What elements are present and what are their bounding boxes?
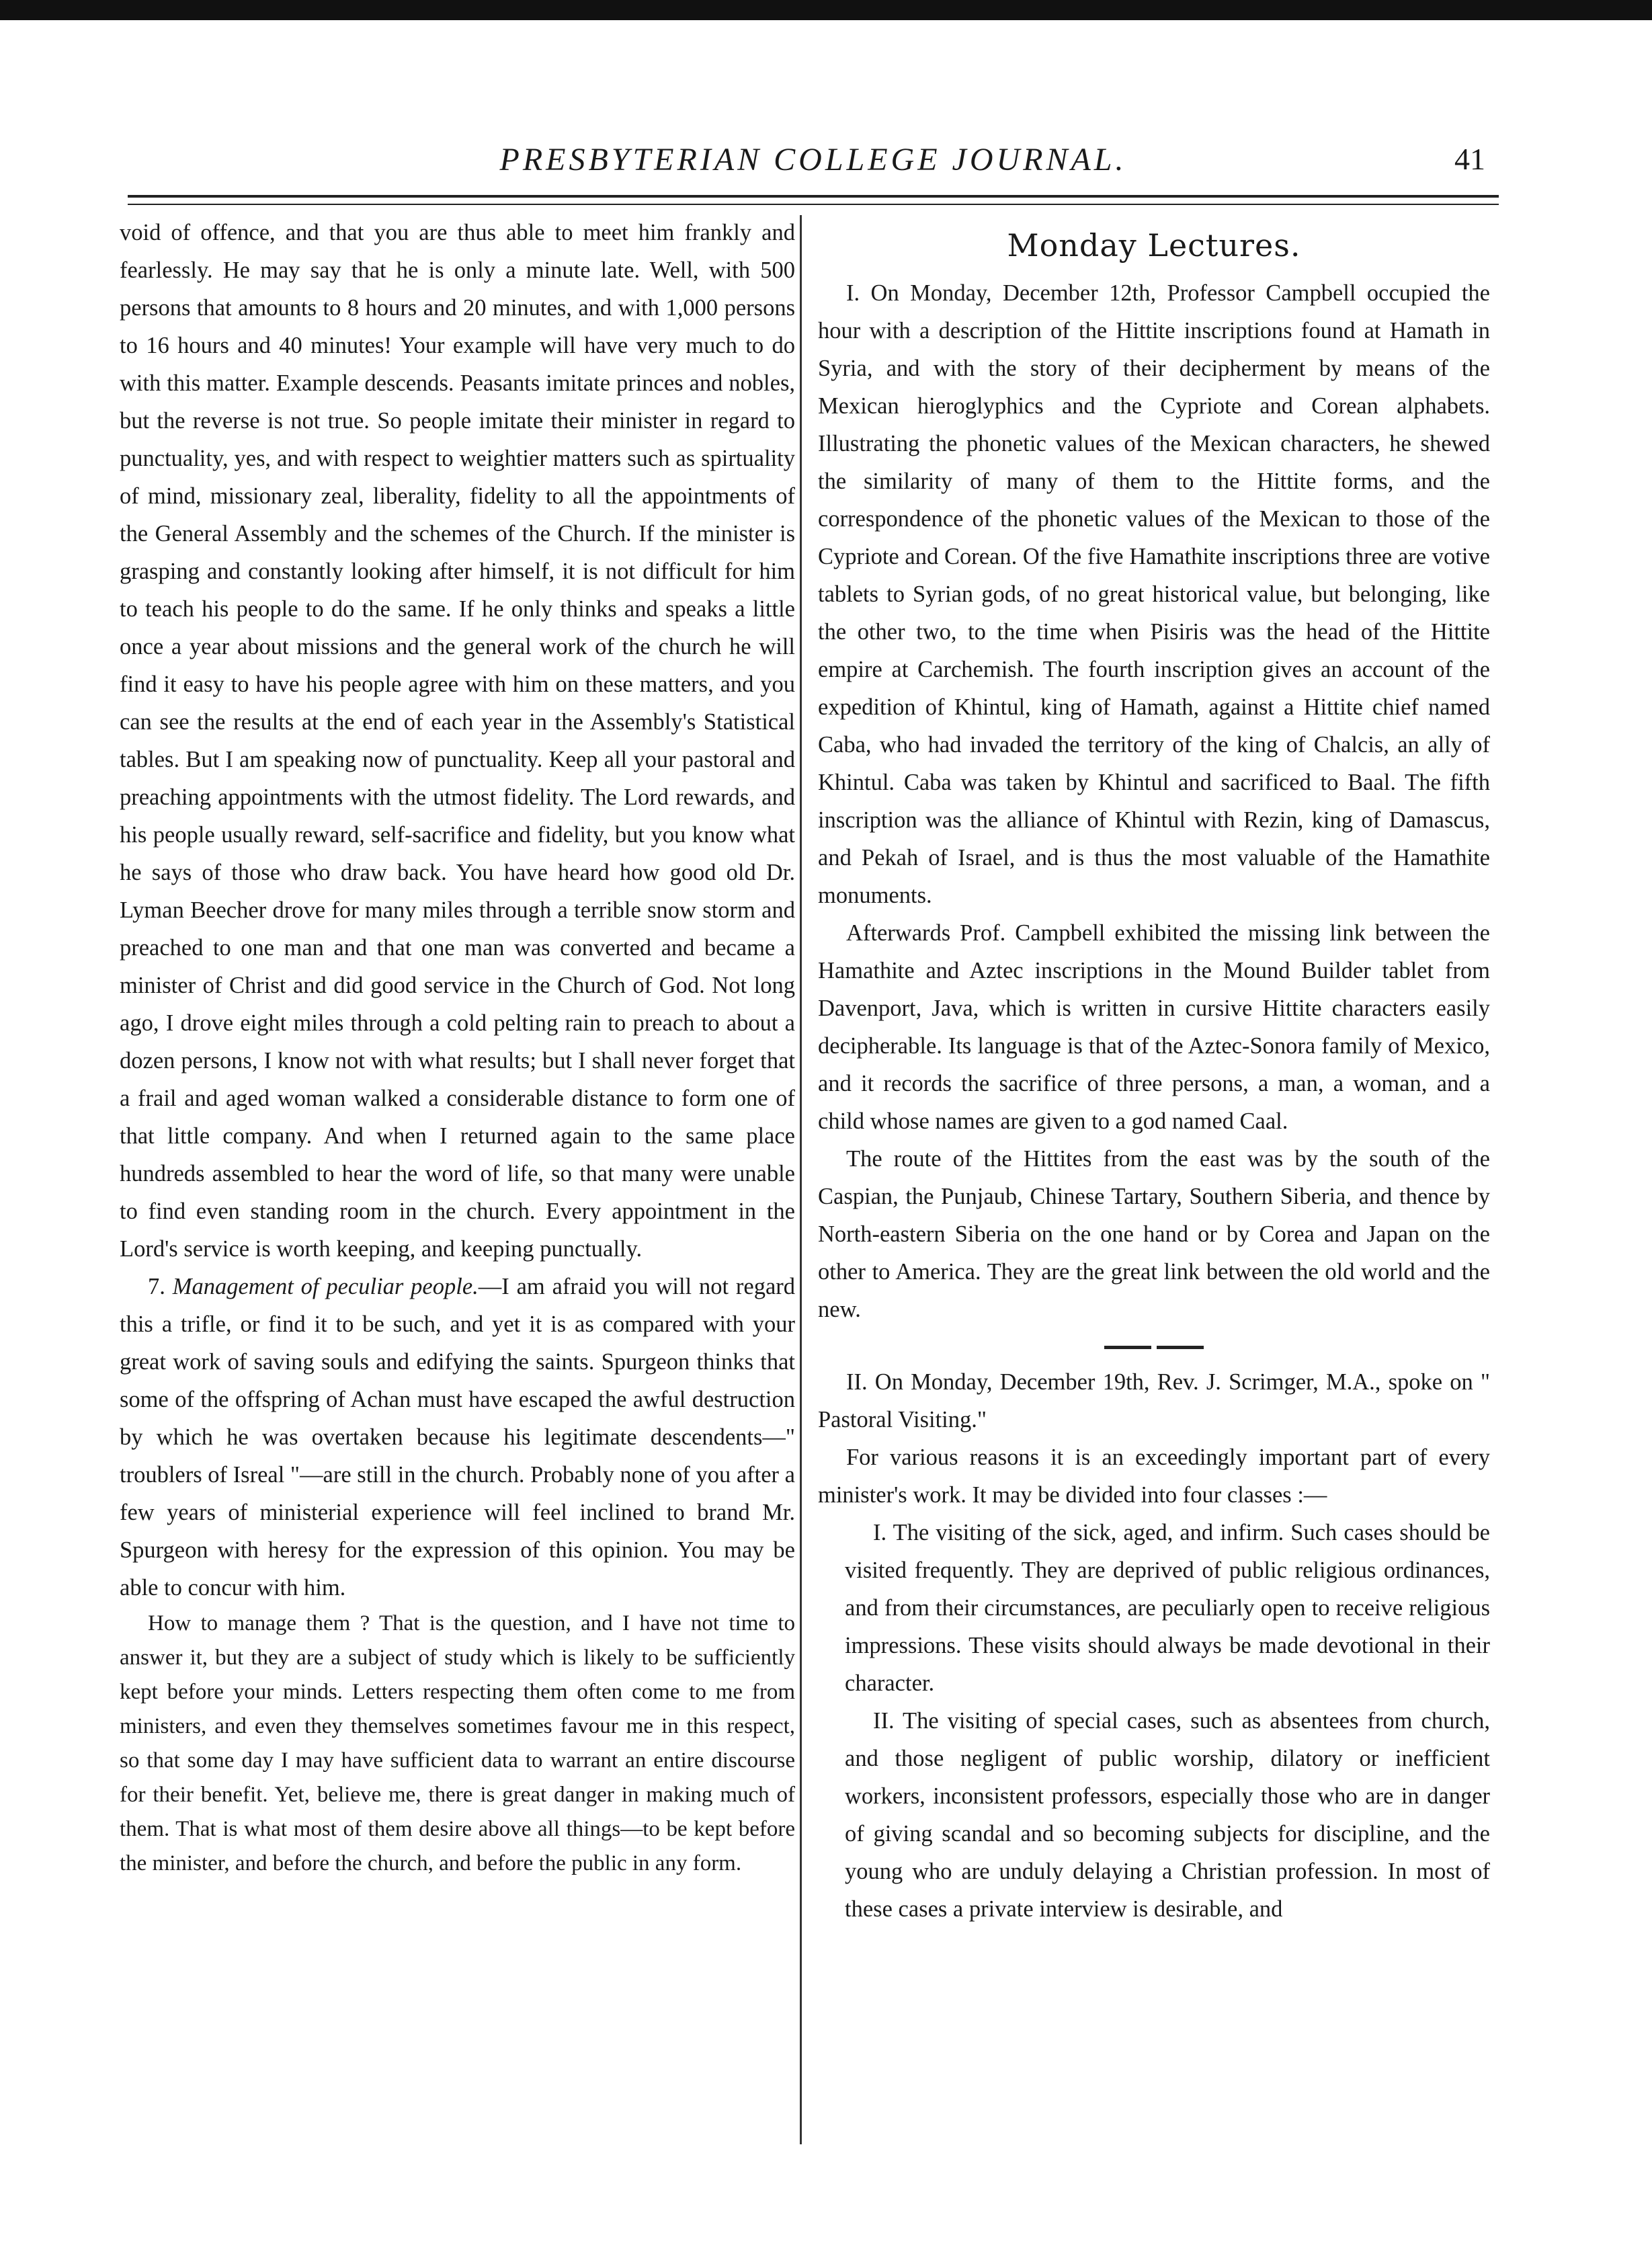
header-rule-thick — [128, 195, 1499, 198]
header-rule-thin — [128, 204, 1499, 205]
right-paragraph-7: II. The visiting of special cases, such as absentees from church, and those negligent of public worship, dilatory or inefficient workers, inconsistent professors, especially those who are in danger of giving scandal and so becoming subjects for discipline, and the young who are unduly delaying a Christian profession. In most of these cases a private interview is desirable, and — [845, 1708, 1490, 1922]
right-paragraph-3: The route of the Hittites from the east was by the south of the Caspian, the Punjaub, Chinese Tartary, Southern Siberia, and thence by North-eastern Siberia on the one hand or by Corea and Japan on the other to America. They are the great link between the old world and the new. — [818, 1146, 1490, 1322]
section-title: Monday Lectures. — [1007, 227, 1301, 264]
right-paragraph-4: II. On Monday, December 19th, Rev. J. Scrimger, M.A., spoke on " Pastoral Visiting." — [818, 1369, 1490, 1432]
running-title: PRESBYTERIAN COLLEGE JOURNAL. — [499, 142, 1127, 177]
section-separator — [818, 1335, 1490, 1355]
page-header — [128, 141, 1499, 188]
item-number: 7. — [148, 1274, 173, 1299]
top-scan-border — [0, 0, 1652, 20]
right-paragraph-1: I. On Monday, December 12th, Professor Campbell occupied the hour with a description of the Hittite inscriptions found at Hamath in Syria, and with the story of their decipherment by means of the Mexican hieroglyphics and the Cypriote and Corean alphabets. Illustrating the phonetic values of the Mexican characters, he shewed the similarity of many of them to the Hittite forms, and the correspondence of the phonetic values of the Mexican to those of the Cypriote and Corean. Of the five Hamathite inscriptions three are votive tablets to Syrian gods, of no great historical value, but belonging, like the other two, to the time when Pisiris was the head of the Hittite empire at Carchemish. The fourth inscription gives an account of the expedition of Khintul, king of Hamath, against a Hittite chief named Caba, who had invaded the territory of the king of Chalcis, an ally of Khintul. Caba was taken by Khintul and sacrificed to Baal. The fifth inscription was the alliance of Khintul with Rezin, king of Damascus, and Pekah of Israel, and is thus the most valuable of the Hamathite monuments. — [818, 280, 1490, 908]
left-column — [120, 214, 795, 1881]
left-paragraph-2 — [120, 1268, 795, 1607]
right-paragraph-2: Afterwards Prof. Campbell exhibited the missing link between the Hamathite and Aztec inscriptions in the Mound Builder tablet from Davenport, Java, which is written in cursive Hittite characters easily decipherable. Its language is that of the Aztec-Sonora family of Mexico, and it records the sacrifice of three persons, a man, a woman, and a child whose names are given to a god named Caal. — [818, 920, 1490, 1134]
page-number: 41 — [1454, 142, 1485, 176]
left-paragraph-3: How to manage them ? That is the question, and I have not time to answer it, but they are a subject of study which is likely to be sufficiently kept before your minds. Letters respecting them often come to me from ministers, and even they themselves sometimes favour me in this respect, so that some day I may have sufficient data to warrant an entire discourse for their benefit. Yet, believe me, there is great danger in making much of them. That is what most of them desire above all things—to be kept before the minister, and before the church, and before the public in any form. — [120, 1611, 795, 1875]
item-heading: Management of peculiar people. — [172, 1274, 479, 1299]
right-paragraph-6: I. The visiting of the sick, aged, and infirm. Such cases should be visited frequently. They are deprived of public religious ordinances, and from their circumstances, are peculiarly open to receive religious impressions. These visits should always be made devotional in their character. — [845, 1520, 1490, 1696]
right-column — [818, 214, 1490, 1928]
column-divider — [800, 215, 802, 2144]
item-text: —I am afraid you will not regard this a trifle, or find it to be such, and yet it is as compared with your great work of saving souls and edifying the saints. Spurgeon thinks that some of the offspring of Achan must have escaped the awful destruction by which he was overtaken because his legitimate descendents—" troublers of Isreal "—are still in the church. Probably none of you after a few years of ministerial experience will feel inclined to brand Mr. Spurgeon with heresy for the expression of this opinion. You may be able to concur with him. — [120, 1274, 796, 1601]
right-paragraph-5: For various reasons it is an exceedingly important part of every minister's work. It may be divided into four classes :— — [818, 1445, 1490, 1508]
left-paragraph-1: void of offence, and that you are thus able to meet him frankly and fearlessly. He may say that he is only a minute late. Well, with 500 persons that amounts to 8 hours and 20 minutes, and with 1,000 persons to 16 hours and 40 minutes! Your example will have very much to do with this matter. Example descends. Peasants imitate princes and nobles, but the reverse is not true. So people imitate their minister in regard to punctuality, yes, and with respect to weightier matters such as spirtuality of mind, missionary zeal, liberality, fidelity to all the appointments of the General Assembly and the schemes of the Church. If the minister is grasping and constantly looking after himself, it is not difficult for him to teach his people to do the same. If he only thinks and speaks a little once a year about missions and the general work of the church he will find it easy to have his people agree with him on these matters, and you can see the results at the end of each year in the Assembly's Statistical tables. But I am speaking now of punctuality. Keep all your pastoral and preaching appointments with the utmost fidelity. The Lord rewards, and his people usually reward, self-sacrifice and fidelity, but you know what he says of those who draw back. You have heard how good old Dr. Lyman Beecher drove for many miles through a terrible snow storm and preached to one man and that one man was converted and became a minister of Christ and did good service in the Church of God. Not long ago, I drove eight miles through a cold pelting rain to preach to about a dozen persons, I know not with what results; but I shall never forget that a frail and aged woman walked a considerable distance to form one of that little company. And when I returned again to the same place hundreds assembled to hear the word of life, so that many were unable to find even standing room in the church. Every appointment in the Lord's service is worth keeping, and keeping punctually. — [120, 220, 795, 1262]
